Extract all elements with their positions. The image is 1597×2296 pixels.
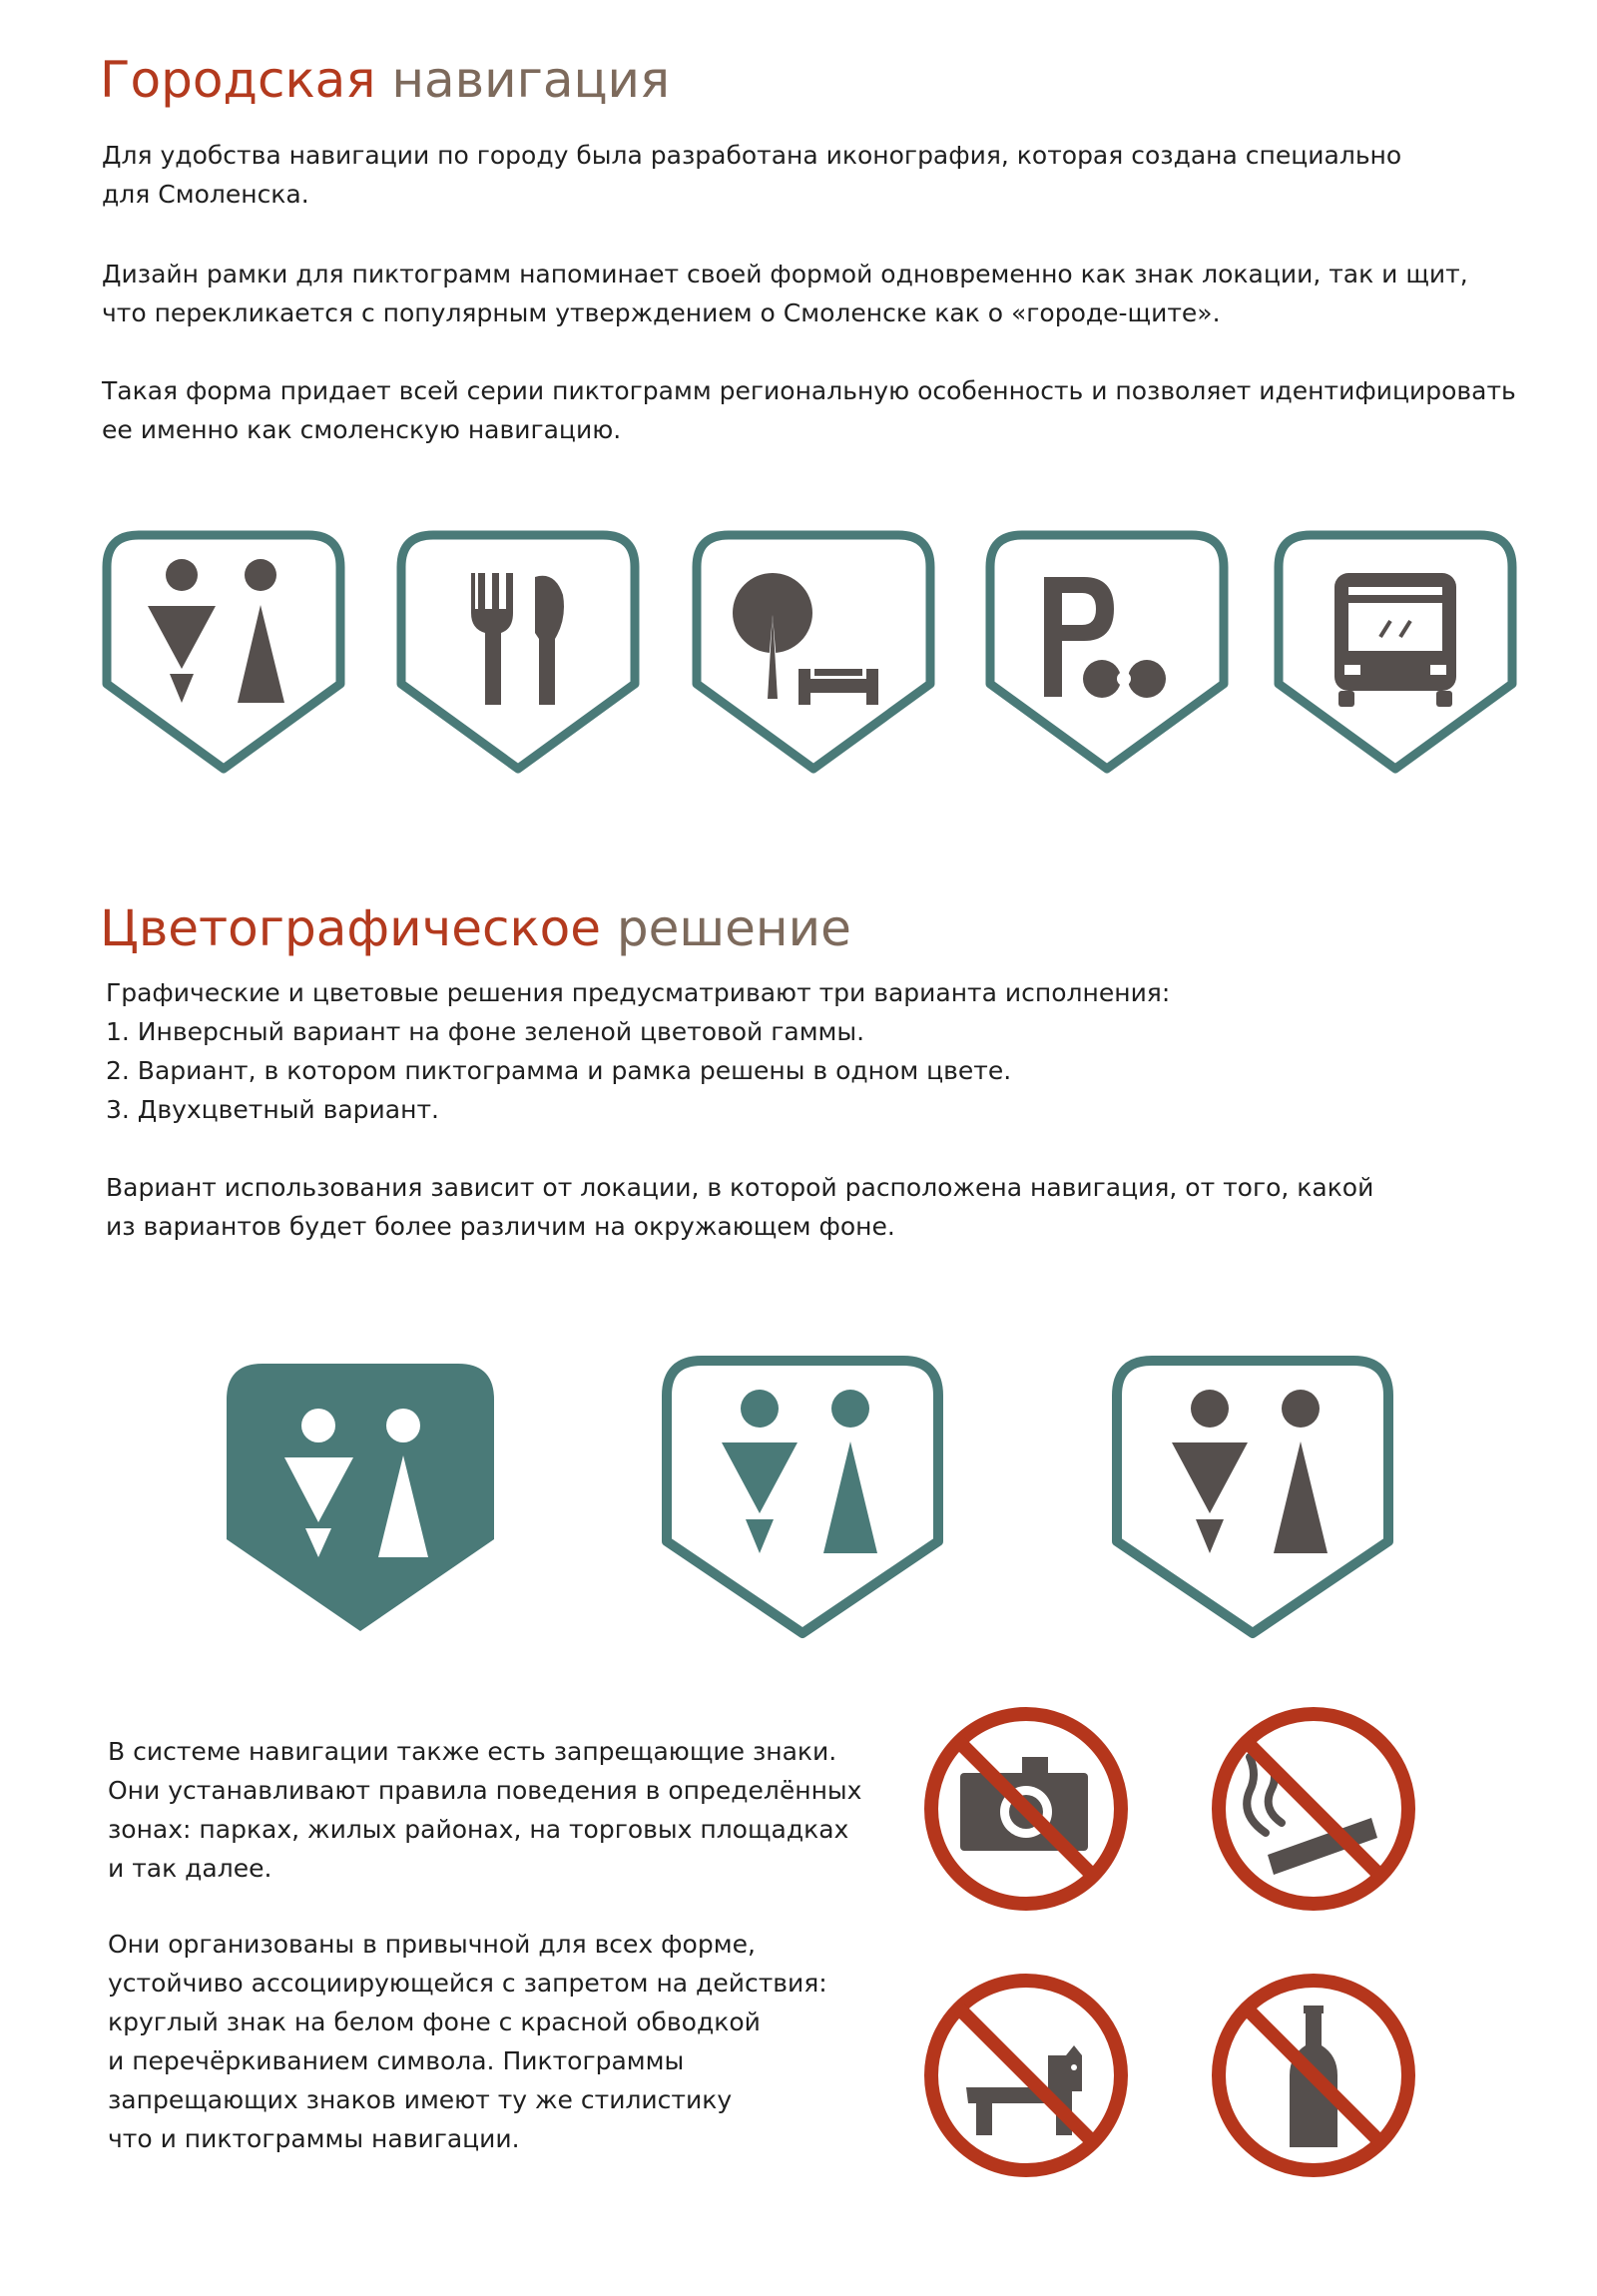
parking-icon [984,529,1230,775]
page-title: Городская навигация [100,51,671,109]
wc-inverse-variant [223,1360,498,1635]
no-dogs-icon [922,1972,1130,2179]
park-icon [691,529,936,775]
intro-paragraph: Для удобства навигации по городу была разработана иконография, которая создана специально для Смоленска. [102,141,1402,209]
no-photo-icon [922,1705,1130,1913]
regional-identity-paragraph: Такая форма придает всей серии пиктограмм региональную особенность и позволяет идентифицировать ее именно как смоленскую навигацию. [102,376,1516,444]
wc-icon [101,529,346,775]
wc-monochrome-variant [660,1354,945,1639]
section-title: Цветографическое решение [100,899,851,957]
prohibition-style-paragraph: Они организованы в привычной для всех форме, устойчиво ассоциирующейся с запретом на действия: круглый знак на белом фоне с красной обводкой и перечёркиванием символа. Пиктограммы запрещающих знаков имеют ту же стилистику что и пиктограммы навигации. [108,1930,827,2153]
no-smoking-icon [1210,1705,1417,1913]
prohibition-intro-paragraph: В системе навигации также есть запрещающие знаки. Они устанавливают правила поведения в определённых зонах: парках, жилых районах, на торговых площадках и так далее. [108,1737,862,1883]
wc-two-color-variant [1110,1354,1395,1639]
no-alcohol-icon [1210,1972,1417,2179]
restaurant-icon [395,529,641,775]
variants-list: Графические и цветовые решения предусматривают три варианта исполнения: 1. Инверсный вариант на фоне зеленой цветовой гаммы. 2. Вариант, в котором пиктограмма и рамка решены в одном цвете. 3. Двухцветный вариант. [106,978,1171,1124]
bus-icon [1273,529,1518,775]
variant-usage-paragraph: Вариант использования зависит от локации, в которой расположена навигация, от того, какой из вариантов будет более различим на окружающем фоне. [106,1173,1374,1241]
frame-design-paragraph: Дизайн рамки для пиктограмм напоминает своей формой одновременно как знак локации, так и щит, что перекликается с популярным утверждением о Смоленске как о «городе-щите». [102,260,1468,327]
